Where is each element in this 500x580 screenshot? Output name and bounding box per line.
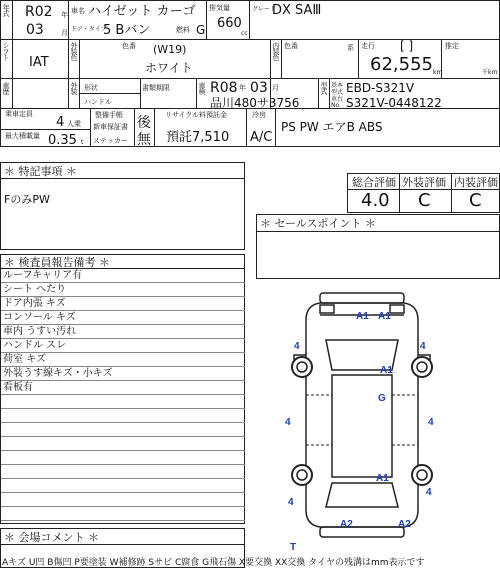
damage-mark: 4 (428, 417, 434, 428)
document-deadline-label: 書類期限 (142, 84, 170, 92)
nendo-label: 年式 (2, 4, 10, 16)
inspector-remark-row: ルーフキャリア有 (1, 269, 245, 283)
chassis-label: 車台No. (331, 96, 344, 109)
service-book-value: 後 (137, 115, 151, 131)
inspector-remark-row: 車内 うすい汚れ (1, 325, 245, 339)
inspector-remark-row (1, 395, 245, 409)
car-history-label: 車歴 (2, 82, 10, 94)
cc-unit: cc (241, 30, 248, 37)
fuel: G (196, 23, 206, 37)
damage-mark: A1 (376, 473, 389, 484)
inspector-remark-row: コンソール キズ (1, 311, 245, 325)
damage-legend: Aキズ U凹 B傷凹 P要塗装 W補修跡 Sサビ C腐食 G飛石傷 X要交換 XX交換 タイヤの残溝はmm表示です (2, 558, 425, 568)
special-notes-text: FのみPW (4, 193, 50, 206)
grade: DX SAⅢ (272, 3, 322, 18)
shape-label: 形状 (84, 84, 98, 92)
warranty-label: 新車保証書 (93, 123, 128, 131)
base-model: EBD-S321V (346, 81, 415, 95)
inspector-remark-row (1, 493, 245, 507)
capacity: 4 (56, 115, 65, 130)
max-load-label: 最大積載量 (5, 132, 40, 140)
plate-number: 品川480サ3756 (210, 96, 300, 110)
venue-comment-title: ＊ 会場コメント ＊ (4, 531, 99, 544)
inspection-label: 推定 (445, 42, 459, 50)
displacement: 660 (217, 16, 242, 31)
recycle-value: 預託7,510 (166, 130, 230, 145)
inspector-remark-row: 外装うす線キズ・小キズ (1, 367, 245, 381)
sticker-value: 無 (137, 132, 151, 148)
inner-color-label: 内装色 (272, 42, 280, 60)
month-unit: 月 (61, 29, 68, 37)
inspector-remark-row: シート へたり (1, 283, 245, 297)
inspector-remark-row: 看板有 (1, 381, 245, 395)
shift-label: シフト (2, 42, 10, 60)
damage-mark: 4 (294, 341, 300, 352)
car-damage-diagram (280, 285, 440, 550)
shaken-label: 車検 (198, 82, 206, 94)
outer-color-label: 外装色 (70, 42, 78, 60)
mileage-label: 走行 (361, 42, 375, 50)
inspector-remark-row (1, 423, 245, 437)
fuel-label: 燃料 (176, 26, 190, 34)
mileage-bracket: [ ] (400, 39, 414, 53)
service-book-label: 整備手帳 (95, 111, 123, 119)
exterior-score: C (418, 190, 431, 211)
total-score-label: 総合評価 (352, 176, 396, 189)
inner-color-no-label: 色番 (284, 42, 298, 50)
max-load-unit: t (81, 139, 84, 146)
color-name: ホワイト (145, 61, 193, 75)
damage-mark: T (290, 542, 297, 550)
handle-label: ハンドル (84, 98, 112, 106)
year-unit: 年 (61, 11, 68, 19)
inspector-remark-row (1, 507, 245, 521)
damage-mark: A1 (380, 365, 393, 376)
ac-value: A/C (250, 130, 273, 145)
capacity-label: 乗車定員 (5, 110, 33, 118)
shaken-month-unit: 月 (272, 84, 279, 92)
shaken-year-unit: 年 (239, 84, 246, 92)
chassis-number: S321V-0448122 (346, 96, 442, 110)
shaken-month: 03 (250, 80, 268, 96)
capacity-unit: 人乗 (67, 120, 81, 128)
km-unit: km (433, 69, 443, 76)
model-label: 型式 (320, 82, 328, 94)
exterior-label: 外装 (70, 82, 78, 94)
mileage: 62,555 (370, 54, 433, 75)
inspector-remark-row (1, 465, 245, 479)
interior-score: C (469, 190, 482, 211)
total-score: 4.0 (361, 190, 390, 211)
year-era: R02 (25, 4, 53, 20)
car-name-label: 車名 (71, 7, 85, 15)
inspector-remarks-title: ＊ 検査員報告備考 ＊ (4, 256, 110, 269)
inspector-remark-row: ドア内張 キズ (1, 297, 245, 311)
special-notes-title: ＊ 特記事項 ＊ (4, 165, 77, 178)
damage-mark: G (378, 393, 386, 404)
shaken-era: R08 (210, 80, 238, 96)
inspector-remark-row (1, 451, 245, 465)
damage-mark: A1 (356, 311, 369, 322)
max-load: 0.35 (48, 133, 77, 148)
damage-mark: 4 (426, 487, 432, 498)
inner-color-kei-label: 系 (347, 44, 354, 52)
inspector-remark-row: ハンドル スレ (1, 339, 245, 353)
sales-point-title: ＊ セールスポイント ＊ (260, 217, 377, 230)
inspector-remark-row (1, 479, 245, 493)
grade-label: グレード (252, 6, 277, 13)
car-name: ハイゼット カーゴ (88, 4, 196, 19)
shift: IAT (29, 55, 49, 70)
damage-mark: 4 (288, 497, 294, 508)
inspector-remark-row (1, 409, 245, 423)
damage-mark: A2 (398, 519, 411, 530)
door-type-label: ドア・タイプ (71, 26, 107, 33)
color-no-label: 色番 (122, 42, 136, 50)
ac-label: 冷房 (252, 111, 266, 119)
recycle-label: リサイクル料預託金 (165, 111, 228, 119)
displacement-label: 排気量 (209, 4, 230, 12)
exterior-score-label: 外装評価 (402, 176, 446, 189)
door-type: 5 Bバン (103, 23, 151, 38)
inspection-unit: 千km (482, 69, 498, 76)
damage-mark: A2 (340, 519, 353, 530)
inspector-remark-row (1, 437, 245, 451)
interior-score-label: 内装評価 (454, 176, 498, 189)
equipment: PS PW エアB ABS (281, 120, 383, 134)
base-model-label: 基本型式 (331, 82, 344, 96)
inspector-remark-row: 荷室 キズ (1, 353, 245, 367)
sticker-label: ステッカー (93, 137, 128, 145)
color-code: (W19) (153, 43, 187, 56)
damage-mark: A1 (378, 311, 391, 322)
damage-mark: 4 (420, 341, 426, 352)
year-month: 03 (26, 22, 44, 38)
damage-mark: 4 (285, 417, 291, 428)
